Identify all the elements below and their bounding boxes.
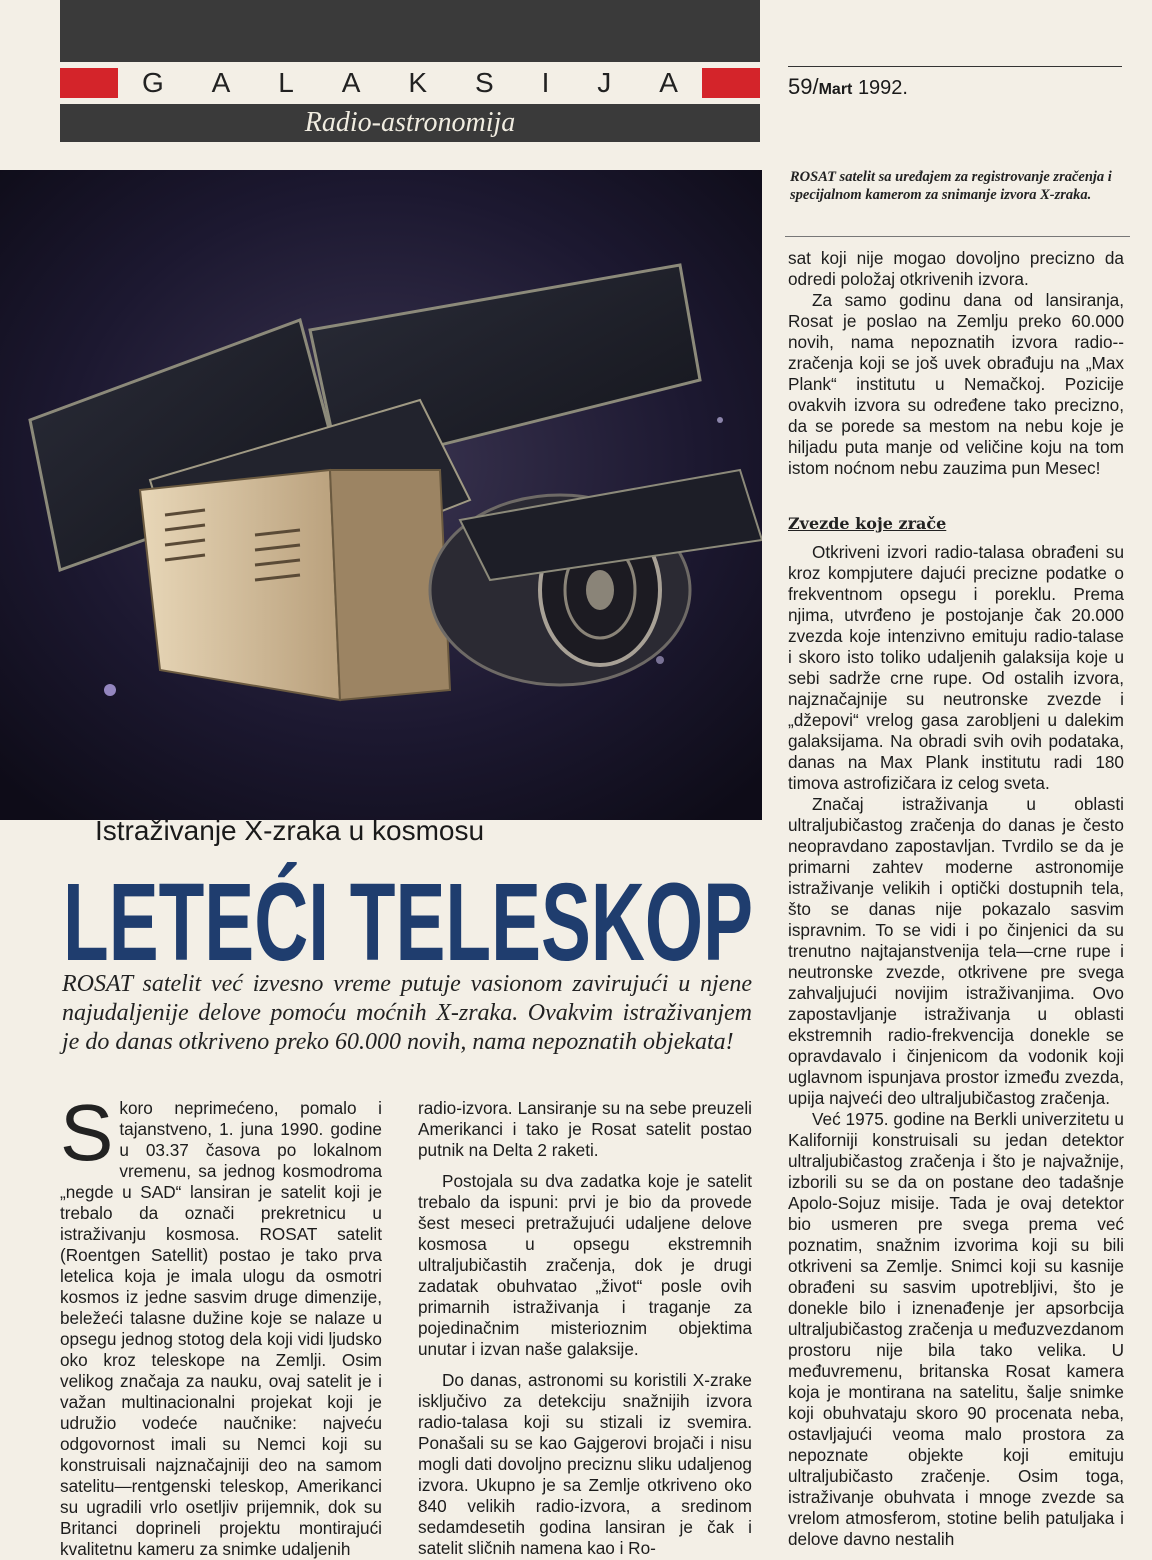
paragraph: Do danas, astronomi su koristili X-zrake isključivo za detekciju snažnijih izvora radio-talasa koji su stizali iz svemira. Ponašali su se kao Gajgerovi brojači i nisu mogli dati dovoljno preciznu sliku udaljenog izvora. Ukupno je sa Zemlje otkriveno oko 840 velikih radio-izvora, a sredinom sedamdesetih godina lansiran je čak i satelit sličnih namena kao i Ro- bbox=[418, 1370, 752, 1558]
kicker: Istraživanje X-zraka u kosmosu bbox=[95, 815, 485, 846]
headline-graphic bbox=[58, 862, 758, 970]
satellite-photo bbox=[0, 170, 762, 820]
headline bbox=[63, 862, 753, 970]
title-letter: G bbox=[141, 67, 164, 98]
issue-rule bbox=[788, 66, 1122, 67]
paragraph: Značaj istraživanja u oblasti ultraljubičastog zračenja do danas je često neopravdano zapostavljan. Tvrdilo se da je primarni zahtev moderne astronomije istraživanje velikih i optički dostupnih tela, što se danas nije pokazalo sasvim ispravnim. To se vidi i po činjenici da su trenutno najtajanstvenija tela—crne rupe i neutronske zvezde, otkrivene pre svega zahvaljujući novijim istraživanjima. Ovo zapostavljanje istraživanja u oblasti ekstremnih radio-frekvencija donekle se opravdavalo i činjenicom da vodonik koji uglavnom ispunjava prostor između zvezda, upija najveći deo ultraljubičastog zračenja. bbox=[788, 794, 1124, 1108]
magazine-title bbox=[118, 62, 702, 104]
title-letter: K bbox=[408, 67, 428, 98]
masthead bbox=[60, 62, 760, 104]
issue-month: Mart bbox=[818, 81, 853, 98]
title-letter: I bbox=[541, 67, 550, 98]
paragraph: Već 1975. godine na Berkli univerzitetu u Kaliforniji konstruisali su jedan detektor ultraljubičastog zračenja i što je najvažnije, izborili su se da on postane deo tadašnje Apolo-Sojuz misije. Tada je ovaj detektor bio usmeren pre svega prema već poznatim, snažnim izvorima koji su bili otkriveni sa Zemlje. Snimci koji su kasnije obrađeni su sasvim upotrebljivi, što je donekle bilo i iznenađenje jer apsorbcija ultraljubičastog zračenja u međuzvezdanom prostoru nije bila tako velika. U međuvremenu, britanska Rosat kamera koja je montirana na satelitu, šalje snimke koji obuhvataju skoro 90 procenata neba, ostavljajući veoma malo prostora za nepoznate objekte koji emituju ultraljubičasto zračenje. Osim toga, istraživanje obuhvata i mnoge zvezde sa vrelom atmosferom, stotine belih patuljaka i delove davno nestalih bbox=[788, 1109, 1124, 1549]
column-3-bottom bbox=[788, 542, 1124, 1550]
title-letter: S bbox=[474, 67, 494, 98]
paragraph: Za samo godinu dana od lansiranja, Rosat je poslao na Zemlju preko 60.000 novih, nama nepoznatih izvora radio--zračenja koji se još uvek obrađuju na „Max Plank“ institutu u Nemačkoj. Pozicije ovakvih izvora su određene tako precizno, da se porede sa mestom na nebu koje je hiljadu puta manje od veličine koju na tom istom noćnom nebu zauzima pun Mesec! bbox=[788, 290, 1124, 478]
title-letter: A bbox=[341, 67, 361, 98]
section-title: Radio-astronomija bbox=[304, 107, 516, 138]
masthead-red-block-left bbox=[60, 68, 118, 98]
column-3-top bbox=[788, 248, 1124, 479]
title-letter: L bbox=[278, 67, 294, 98]
masthead-red-block-right bbox=[702, 68, 760, 98]
satellite-illustration bbox=[0, 170, 762, 820]
column-1 bbox=[60, 1088, 382, 1560]
lead-paragraph: ROSAT satelit već izvesno vreme putuje vasionom zavirujući u njene najudaljenije delove pomoću moćnih X-zraka. Ovakvim istraživanjem je do danas otkriveno preko 60.000 novih, nama nepoznatih objekata! bbox=[62, 971, 752, 1055]
paragraph: radio-izvora. Lansiranje su na sebe preuzeli Amerikanci i tako je Rosat satelit postao putnik na Delta 2 raketi. bbox=[418, 1098, 752, 1160]
paragraph: sat koji nije mogao dovoljno precizno da odredi položaj otkrivenih izvora. bbox=[788, 248, 1124, 289]
issue-info bbox=[788, 74, 908, 100]
caption-rule bbox=[785, 236, 1130, 237]
section-bar bbox=[60, 104, 760, 142]
title-letter: J bbox=[597, 67, 612, 98]
title-letter: A bbox=[211, 67, 231, 98]
photo-caption: ROSAT satelit sa uređajem za registrovanje zračenja i specijalnom kamerom za snimanje izvora X-zraka. bbox=[790, 169, 1112, 203]
column-2 bbox=[418, 1098, 752, 1559]
paragraph: Postojala su dva zadatka koje je satelit trebalo da ispuni: prvi je bio da provede šest meseci pretražujući udaljene delove kosmosa u opsegu ekstremnih ultraljubičastih zračenja, dok je drugi zadatak obuhvatao „život“ posle ovih primarnih istraživanja i traganje za pojedinačnim misterioznim objektima unutar i izvan naše galaksije. bbox=[418, 1171, 752, 1359]
paragraph bbox=[60, 1088, 382, 1560]
title-letter: A bbox=[659, 67, 678, 98]
issue-number: 59/ bbox=[788, 74, 819, 99]
masthead-top-bar bbox=[60, 0, 760, 62]
subheading: Zvezde koje zrače bbox=[788, 514, 947, 533]
dropcap: S bbox=[60, 1088, 114, 1177]
headline-block bbox=[58, 862, 758, 970]
paragraph: Otkriveni izvori radio-talasa obrađeni su kroz kompjutere dajući precizne podatke o frekventnom opsegu i poreklu. Prema njima, utvrđeno je postojanje čak 20.000 zvezda koje intenzivno emituju radio-talase i skoro isto toliko udaljenih galaksija koje u sebi sadrže crne rupe. Od ostalih izvora, najznačajnije su neutronske zvezde i „džepovi“ vrelog gasa zarobljeni u dalekim galaksijama. Na obradi svih ovih podataka, danas na Max Plank institutu radi 180 timova astrofizičara iz celog sveta. bbox=[788, 542, 1124, 793]
issue-year: 1992. bbox=[857, 77, 908, 99]
paragraph-text: koro neprimećeno, pomalo i tajanstveno, 1. juna 1990. godine u 03.37 časova po lokalnom vremenu, sa jednog kosmodroma „negde u SAD“ lansiran je satelit koji je trebalo da označi prekretnicu u istraživanju kosmosa. ROSAT satelit (Roentgen Satellit) postao je tako prva letelica koja je imala ulogu da osmotri kosmos iz jedne sasvim druge dimenzije, beležeći talasne dužine koje se nalaze u opsegu jednog stotog dela koji vidi ljudsko oko kroz teleskope na Zemlji. Osim velikog značaja za nauku, ovaj satelit je i važan multinacionalni projekat koji je udružio vodeće naučnike: najveću odgovornost imali su Nemci koji su konstruisali najznačajniji deo na samom satelitu—rentgenski teleskop, Amerikanci su ugradili vrlo osetljiv prijemnik, dok su Britanci doprineli projektu montirajući kvalitetnu kameru za snimke udaljenih bbox=[60, 1098, 382, 1559]
